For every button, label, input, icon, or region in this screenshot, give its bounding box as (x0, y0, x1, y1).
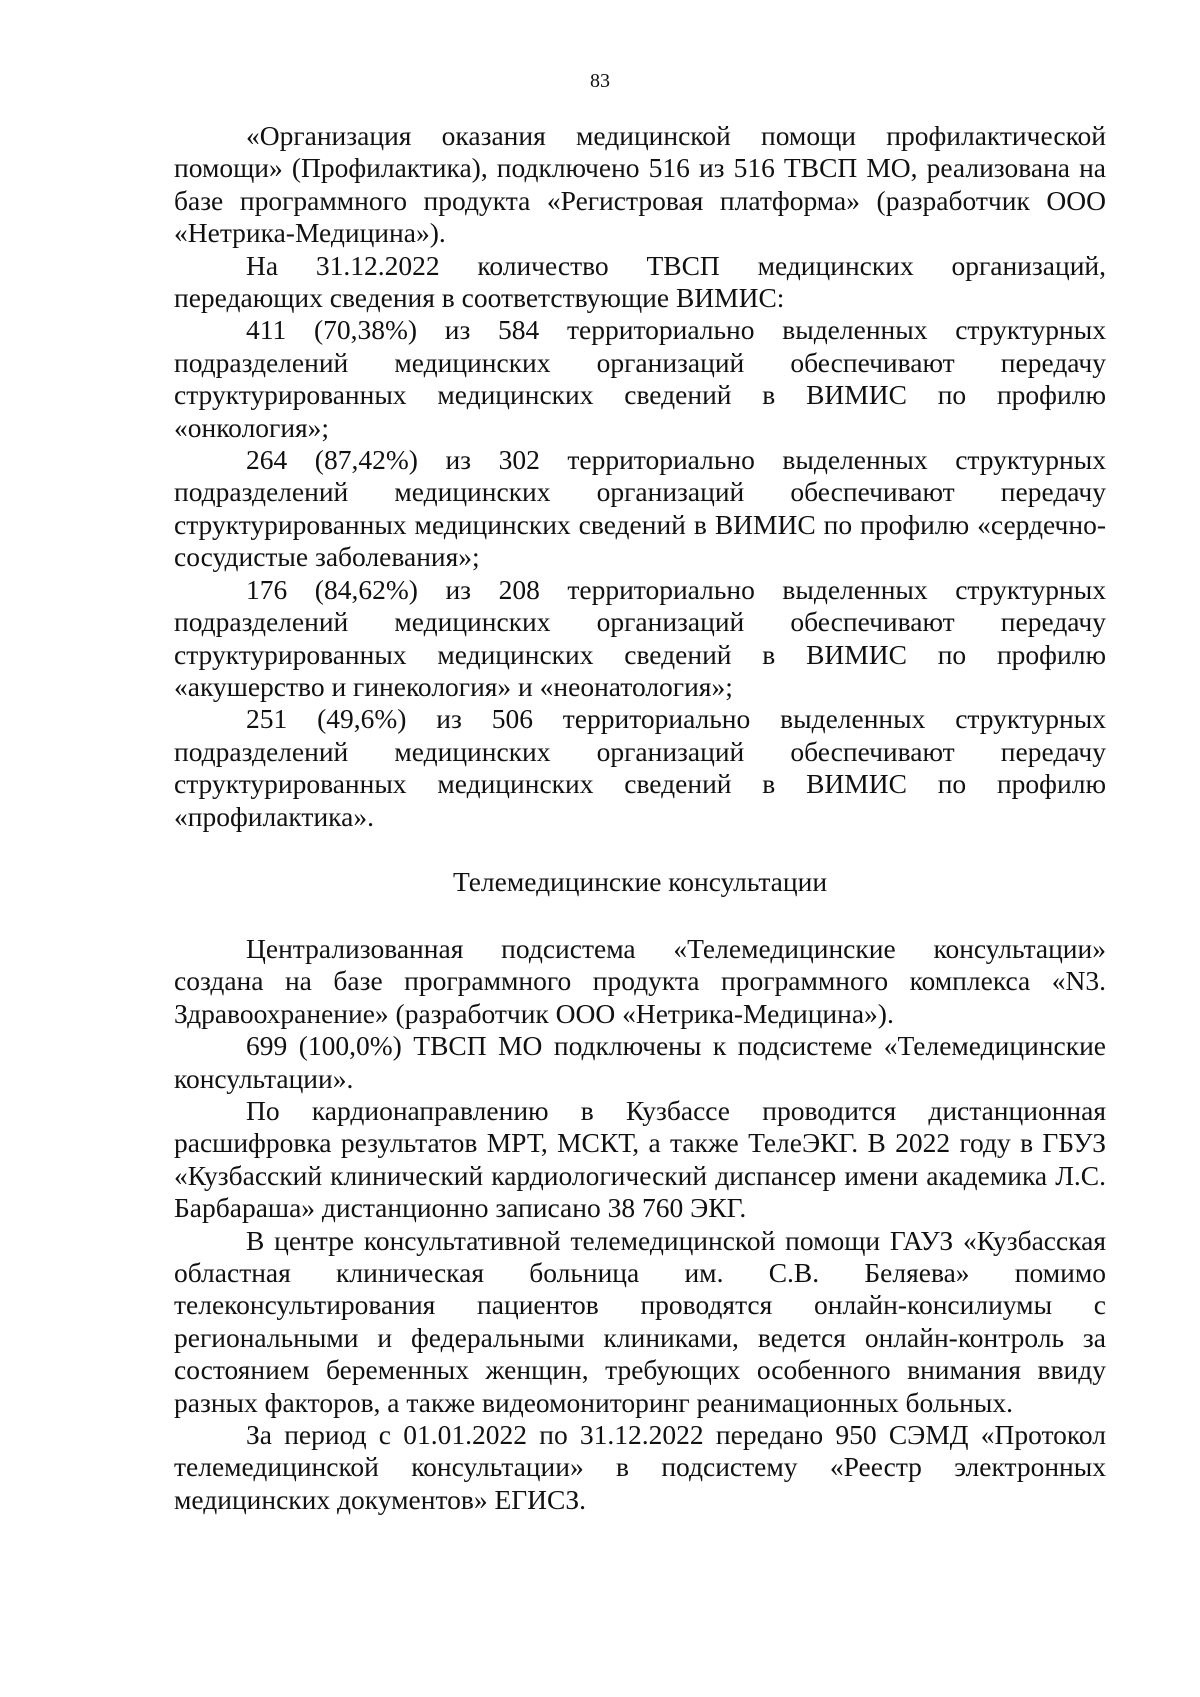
section-telemedicine (174, 933, 1106, 1516)
paragraph-telemedicine-connected: 699 (100,0%) ТВСП МО подключены к подсистеме «Телемедицинские консультации». (174, 1030, 1106, 1094)
section-heading-telemedicine: Телемедицинские консультации (452, 865, 828, 897)
section-vimis (174, 120, 1106, 833)
paragraph-vimis-intro: На 31.12.2022 количество ТВСП медицинских организаций, передающих сведения в соответствующие ВИМИС: (174, 249, 1106, 314)
paragraph-prophylaxis-platform: «Организация оказания медицинской помощи профилактической помощи» (Профилактика), подключено 516 из 516 ТВСП МО, реализована на базе программного продукта «Регистровая платформа» (разработчик ООО «Нетрика-Медицина»). (174, 120, 1106, 249)
paragraph-consultation-center: В центре консультативной телемедицинской помощи ГАУЗ «Кузбасская областная клиническая больница им. С.В. Беляева» помимо телеконсультирования пациентов проводятся онлайн-консилиумы с региональными и федеральными клиниками, ведется онлайн-контроль за состоянием беременных женщин, требующих особенного внимания ввиду разных факторов, а также видеомониторинг реанимационных больных. (174, 1224, 1106, 1418)
page-number: 83 (590, 70, 610, 92)
paragraph-semd-transfer: За период с 01.01.2022 по 31.12.2022 передано 950 СЭМД «Протокол телемедицинской консультации» в подсистему «Реестр электронных медицинских документов» ЕГИСЗ. (174, 1419, 1106, 1515)
paragraph-telemedicine-subsystem: Централизованная подсистема «Телемедицинские консультации» создана на базе программного продукта программного комплекса «N3. Здравоохранение» (разработчик ООО «Нетрика-Медицина»). (174, 932, 1106, 1029)
paragraph-vimis-cardio: 264 (87,42%) из 302 территориально выделенных структурных подразделений медицинских организаций обеспечивают передачу структурированных медицинских сведений в ВИМИС по профилю «сердечно-сосудистые заболевания»; (174, 444, 1106, 573)
paragraph-vimis-obstetrics: 176 (84,62%) из 208 территориально выделенных структурных подразделений медицинских организаций обеспечивают передачу структурированных медицинских сведений в ВИМИС по профилю «акушерство и гинекология» и «неонатология»; (174, 573, 1106, 702)
document-body (174, 120, 1106, 1516)
paragraph-vimis-oncology: 411 (70,38%) из 584 территориально выделенных структурных подразделений медицинских организаций обеспечивают передачу структурированных медицинских сведений в ВИМИС по профилю «онкология»; (174, 314, 1106, 443)
paragraph-vimis-prophylaxis: 251 (49,6%) из 506 территориально выделенных структурных подразделений медицинских организаций обеспечивают передачу структурированных медицинских сведений в ВИМИС по профилю «профилактика». (174, 703, 1106, 832)
paragraph-cardio-direction: По кардионаправлению в Кузбассе проводится дистанционная расшифровка результатов МРТ, МСКТ, а также ТелеЭКГ. В 2022 году в ГБУЗ «Кузбасский клинический кардиологический диспансер имени академика Л.С. Барбараша» дистанционно записано 38 760 ЭКГ. (174, 1094, 1106, 1224)
